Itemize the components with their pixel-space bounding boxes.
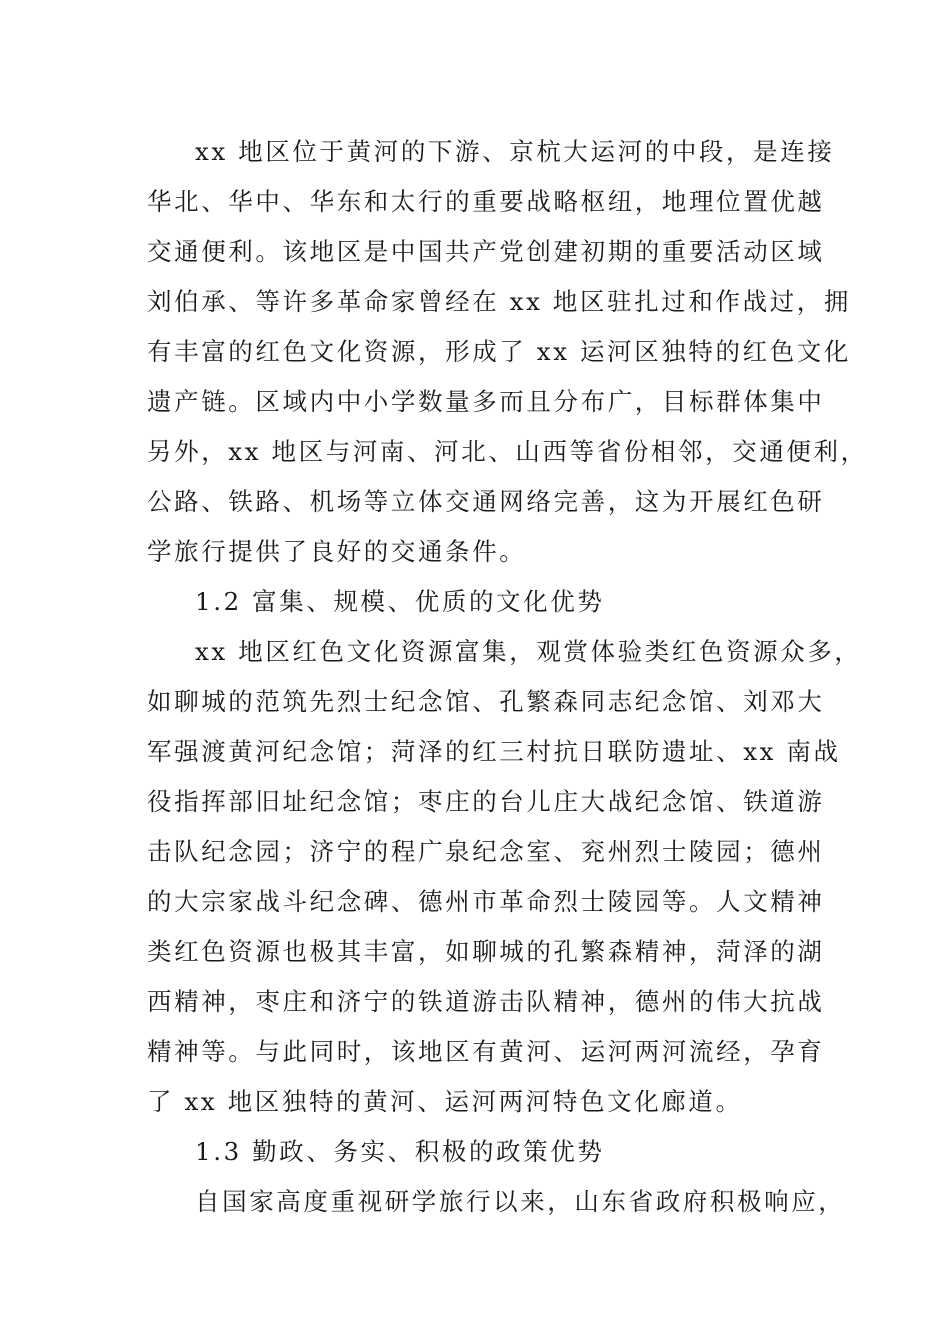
paragraph-line: 类红色资源也极其丰富，如聊城的孔繁森精神，菏泽的湖 [147,937,825,966]
paragraph-line: 役指挥部旧址纪念馆；枣庄的台儿庄大战纪念馆、铁道游 [147,787,825,816]
paragraph-line: 交通便利。该地区是中国共产党创建初期的重要活动区域 [147,237,825,266]
paragraph-line: 刘伯承、等许多革命家曾经在 xx 地区驻扎过和作战过，拥 [147,287,852,316]
paragraph-line: xx 地区红色文化资源富集，观赏体验类红色资源众多， [195,637,862,666]
paragraph-line: 华北、华中、华东和太行的重要战略枢纽，地理位置优越 [147,187,825,216]
paragraph-line: 有丰富的红色文化资源，形成了 xx 运河区独特的红色文化 [147,337,852,366]
paragraph-line: 了 xx 地区独特的黄河、运河两河特色文化廊道。 [147,1087,743,1116]
paragraph-line: 另外，xx 地区与河南、河北、山西等省份相邻，交通便利， [147,437,868,466]
paragraph-line: 西精神，枣庄和济宁的铁道游击队精神，德州的伟大抗战 [147,987,825,1016]
paragraph-line: xx 地区位于黄河的下游、京杭大运河的中段，是连接 [195,137,835,166]
section-heading: 1.2 富集、规模、优质的文化优势 [195,587,605,616]
paragraph-line: 击队纪念园；济宁的程广泉纪念室、兖州烈士陵园；德州 [147,837,825,866]
paragraph-line: 的大宗家战斗纪念碑、德州市革命烈士陵园等。人文精神 [147,887,825,916]
section-heading: 1.3 勤政、务实、积极的政策优势 [195,1137,605,1166]
paragraph-line: 学旅行提供了良好的交通条件。 [147,537,527,566]
paragraph-line: 精神等。与此同时，该地区有黄河、运河两河流经，孕育 [147,1037,825,1066]
paragraph-line: 遗产链。区域内中小学数量多而且分布广，目标群体集中 [147,387,825,416]
paragraph-line: 自国家高度重视研学旅行以来，山东省政府积极响应， [195,1187,846,1216]
paragraph-line: 如聊城的范筑先烈士纪念馆、孔繁森同志纪念馆、刘邓大 [147,687,825,716]
paragraph-line: 军强渡黄河纪念馆；菏泽的红三村抗日联防遗址、xx 南战 [147,737,841,766]
paragraph-line: 公路、铁路、机场等立体交通网络完善，这为开展红色研 [147,487,825,516]
